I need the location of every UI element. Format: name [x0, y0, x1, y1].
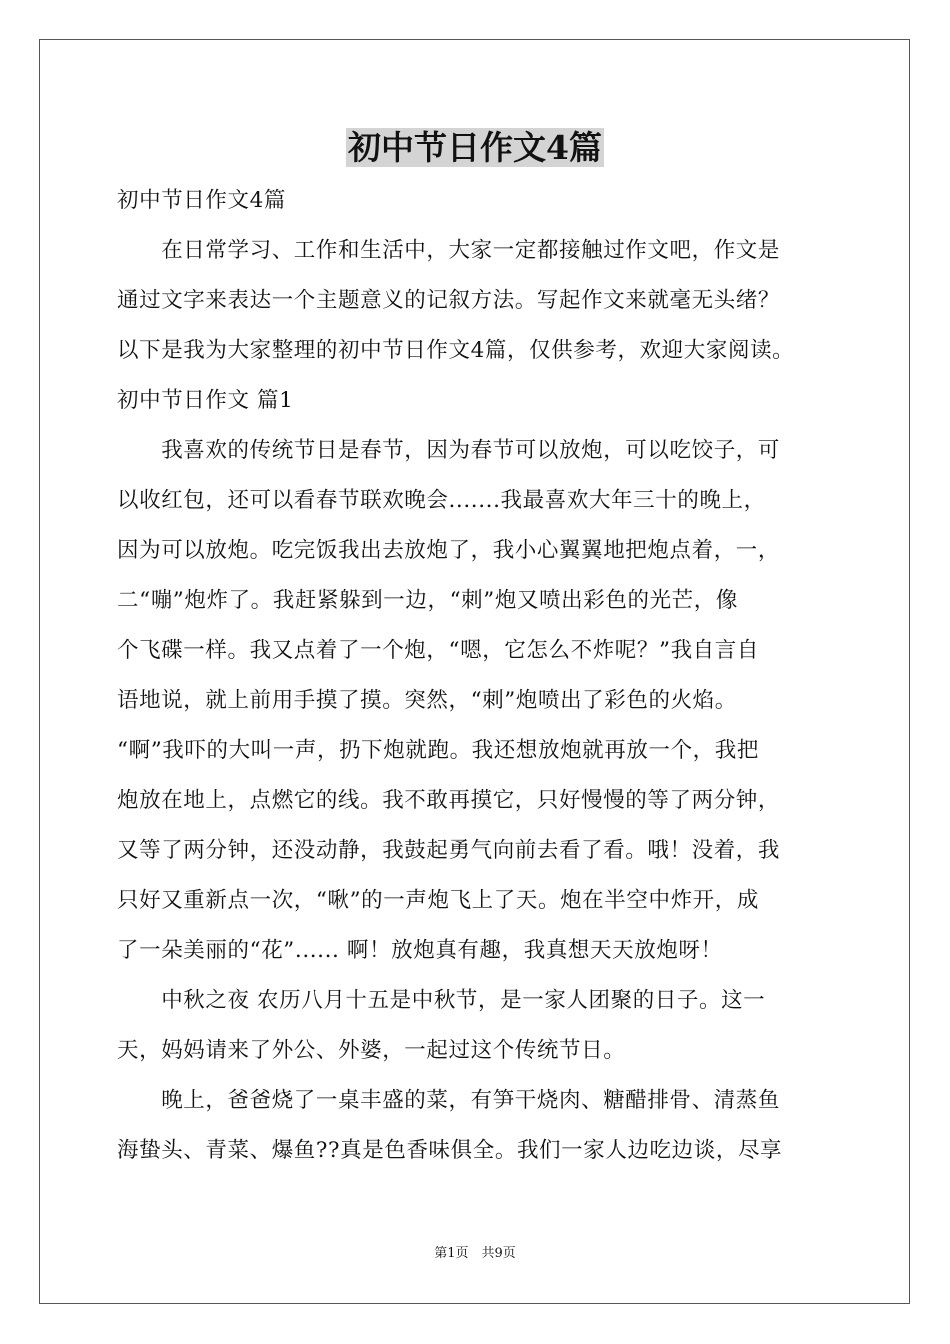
body-line-19: 晚上，爸爸烧了一桌丰盛的菜，有笋干烧肉、糖醋排骨、清蒸鱼: [117, 1088, 781, 1113]
section-heading: 初中节日作文 篇1: [117, 388, 294, 413]
body-line-17: 中秋之夜 农历八月十五是中秋节，是一家人团聚的日子。这一: [117, 988, 766, 1013]
body-line-16: 了一朵美丽的“花”...... 啊！放炮真有趣，我真想天天放炮呀！: [117, 938, 723, 963]
body-line-13: 炮放在地上，点燃它的线。我不敢再摸它，只好慢慢的等了两分钟，: [117, 788, 781, 813]
body-line-1: 初中节日作文4篇: [117, 188, 286, 213]
body-line-20: 海蛰头、青菜、爆鱼??真是色香味俱全。我们一家人边吃边谈，尽享: [117, 1138, 783, 1163]
body-line-3: 通过文字来表达一个主题意义的记叙方法。写起作文来就毫无头绪？: [117, 288, 781, 313]
body-line-11: 语地说，就上前用手摸了摸。突然，“刺”炮喷出了彩色的火焰。: [117, 688, 737, 713]
body-line-6: 我喜欢的传统节日是春节，因为春节可以放炮，可以吃饺子，可: [117, 438, 781, 463]
body-line-18: 天，妈妈请来了外公、外婆，一起过这个传统节日。: [117, 1038, 626, 1063]
body-line-10: 个飞碟一样。我又点着了一个炮，“嗯，它怎么不炸呢？”我自言自: [117, 638, 759, 663]
body-line-9: 二“嘣”炮炸了。我赶紧躲到一边，“刺”炮又喷出彩色的光芒，像: [117, 588, 738, 613]
body-line-12: “啊”我吓的大叫一声，扔下炮就跑。我还想放炮就再放一个，我把: [117, 738, 759, 763]
body-line-2: 在日常学习、工作和生活中，大家一定都接触过作文吧，作文是: [117, 238, 781, 263]
document-title: [0, 126, 950, 170]
document-title-text: 初中节日作文4篇: [348, 128, 602, 167]
body-line-7: 以收红包，还可以看春节联欢晚会.......我最喜欢大年三十的晚上，: [117, 488, 766, 513]
body-line-14: 又等了两分钟，还没动静，我鼓起勇气向前去看了看。哦！没着，我: [117, 838, 781, 863]
body-line-8: 因为可以放炮。吃完饭我出去放炮了，我小心翼翼地把炮点着，一，: [117, 538, 781, 563]
page-footer: 第1页 共9页: [434, 1246, 516, 1261]
body-line-15: 只好又重新点一次，“啾”的一声炮飞上了天。炮在半空中炸开，成: [117, 888, 759, 913]
body-line-4: 以下是我为大家整理的初中节日作文4篇，仅供参考，欢迎大家阅读。: [117, 338, 795, 363]
